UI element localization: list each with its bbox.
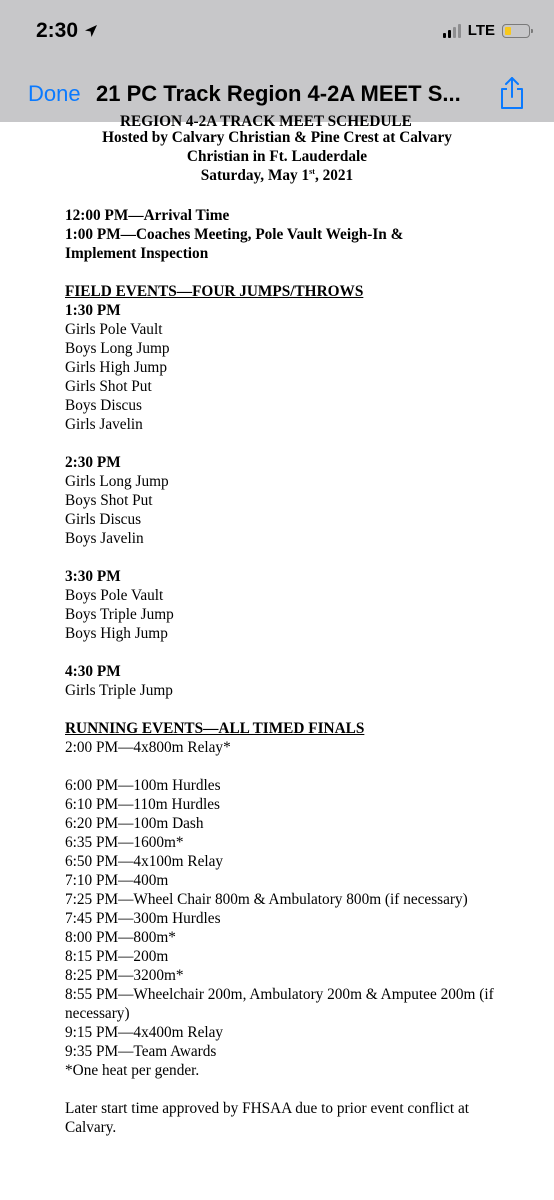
arrival-time: 12:00 PM—Arrival Time	[65, 207, 230, 224]
field-event-item: Boys Javelin	[65, 530, 144, 547]
running-event-item: 6:50 PM—4x100m Relay	[65, 853, 224, 870]
pdf-document[interactable]	[0, 113, 554, 1200]
running-event-item: 7:10 PM—400m	[65, 872, 169, 889]
running-event-item: 6:20 PM—100m Dash	[65, 815, 204, 832]
field-event-item: Boys Long Jump	[65, 340, 170, 357]
signal-bars-icon	[443, 24, 461, 38]
field-events-heading: FIELD EVENTS—FOUR JUMPS/THROWS	[65, 283, 364, 300]
running-event-item: 9:35 PM—Team Awards	[65, 1043, 217, 1060]
field-event-item: Boys Pole Vault	[65, 587, 164, 604]
status-time-text: 2:30	[36, 19, 79, 42]
field-event-item: Boys Triple Jump	[65, 606, 174, 623]
status-time	[36, 19, 98, 43]
field-event-item: Boys Shot Put	[65, 492, 153, 509]
battery-icon	[502, 24, 530, 38]
running-event-item: 8:00 PM—800m*	[65, 929, 176, 946]
running-event-item: 7:45 PM—300m Hurdles	[65, 910, 221, 927]
field-event-item: Boys High Jump	[65, 625, 168, 642]
field-event-item: Girls Shot Put	[65, 378, 152, 395]
nav-bar	[0, 72, 554, 118]
running-event-item: 9:15 PM—4x400m Relay	[65, 1024, 224, 1041]
document-title: 21 PC Track Region 4-2A MEET S...	[96, 81, 461, 106]
cut-off-header: REGION 4-2A TRACK MEET SCHEDULE	[120, 113, 412, 130]
host-line-2: Christian in Ft. Lauderdale	[186, 148, 368, 165]
field-group-time: 4:30 PM	[65, 663, 121, 680]
running-event-item: 6:10 PM—110m Hurdles	[65, 796, 220, 813]
field-group-time: 1:30 PM	[65, 302, 121, 319]
field-event-item: Boys Discus	[65, 397, 142, 414]
running-event-item: 7:25 PM—Wheel Chair 800m & Ambulatory 800m (if necessary)	[65, 891, 468, 908]
field-event-item: Girls Javelin	[65, 416, 143, 433]
meet-date: Saturday, May 1st, 2021	[200, 166, 354, 184]
status-indicators	[443, 22, 530, 39]
running-events-list	[65, 776, 495, 1061]
running-event-item: 8:25 PM—3200m*	[65, 967, 184, 984]
running-event-item: 6:00 PM—100m Hurdles	[65, 777, 221, 794]
host-line-1: Hosted by Calvary Christian & Pine Crest at Calvary	[102, 129, 452, 146]
field-event-groups	[65, 301, 495, 719]
field-event-item: Girls Long Jump	[65, 473, 169, 490]
running-event-item: 6:35 PM—1600m*	[65, 834, 184, 851]
running-events-heading: RUNNING EVENTS—ALL TIMED FINALS	[65, 720, 365, 737]
share-icon[interactable]	[498, 76, 526, 110]
network-type: LTE	[467, 22, 495, 39]
footnote: *One heat per gender.	[65, 1062, 200, 1079]
field-event-item: Girls High Jump	[65, 359, 167, 376]
field-event-item: Girls Discus	[65, 511, 142, 528]
field-group-time: 3:30 PM	[65, 568, 121, 585]
running-event-item: 8:15 PM—200m	[65, 948, 169, 965]
coaches-meeting-line-2: Implement Inspection	[65, 245, 209, 262]
running-event-first: 2:00 PM—4x800m Relay*	[65, 739, 231, 756]
closing-note: Later start time approved by FHSAA due to prior event conflict at Calvary.	[65, 1100, 469, 1136]
field-group-time: 2:30 PM	[65, 454, 121, 471]
running-event-item: 8:55 PM—Wheelchair 200m, Ambulatory 200m & Amputee 200m (if necessary)	[65, 986, 494, 1022]
field-event-item: Girls Triple Jump	[65, 682, 173, 699]
schedule-body	[65, 206, 495, 1137]
location-arrow-icon	[84, 24, 98, 38]
field-event-item: Girls Pole Vault	[65, 321, 163, 338]
top-bar	[0, 0, 554, 122]
coaches-meeting-line-1: 1:00 PM—Coaches Meeting, Pole Vault Weigh-In &	[65, 226, 404, 243]
done-button[interactable]: Done	[28, 81, 81, 106]
